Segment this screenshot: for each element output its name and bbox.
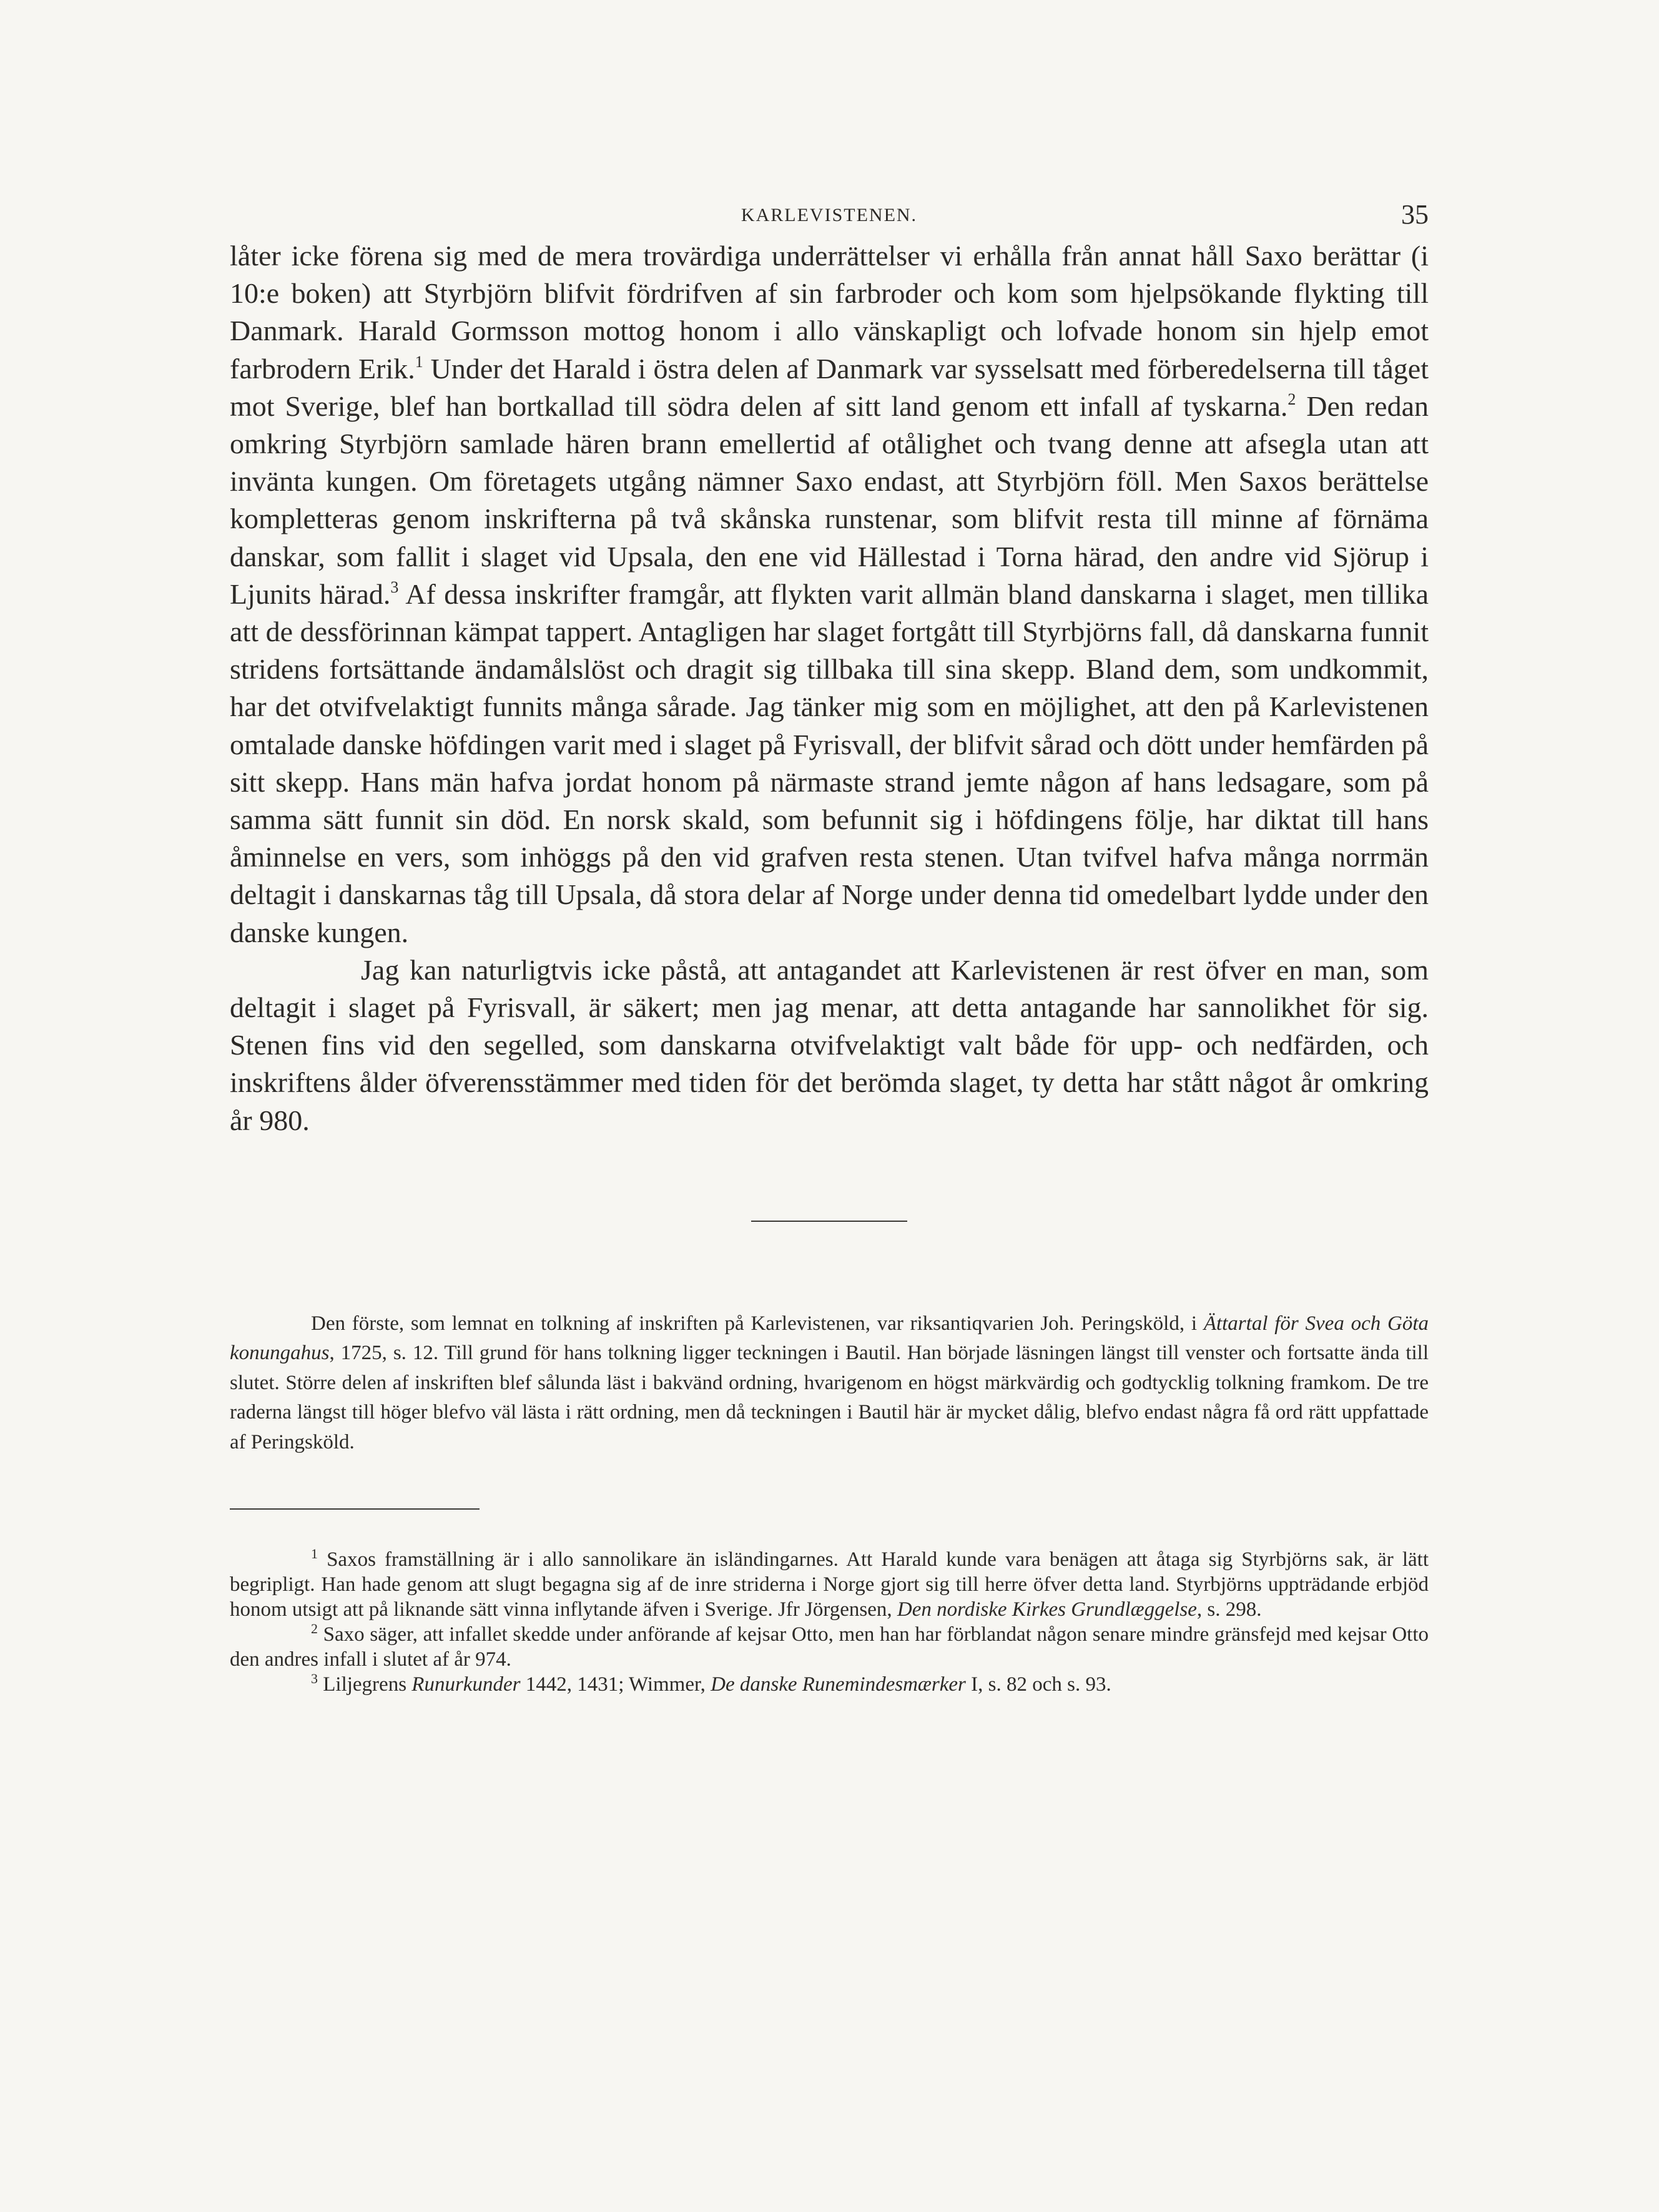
footnote-ref-3: 3	[390, 578, 399, 596]
text-run: Af dessa inskrifter framgår, att flykten varit allmän bland danskarna i slaget, men tillika att de dessförinnan kämpat tappert. Antagligen har slaget fortgått till Styrbjörns fall, då danskarna funnit stridens fortsättande ändamålslöst och dragit sig tillbaka till sina skepp. Bland dem, som undkommit, har det otvifvelaktigt funnits många sårade. Jag tänker mig som en möjlighet, att den på Karlevistenen omtalade danske höfdingen varit med i slaget på Fyrisvall, der blifvit sårad och dött under hemfärden på sitt skepp. Hans män hafva jordat honom på närmaste strand jemte någon af hans ledsagare, som på samma sätt funnit sin död. En norsk skald, som befunnit sig i höfdingens följe, har diktat till hans åminnelse en vers, som inhöggs på den vid grafven resta stenen. Utan tvifvel hafva många norrmän deltagit i danskarnas tåg till Upsala, då stora delar af Norge under denna tid omedelbart lydde under den danske kungen.	[230, 578, 1429, 948]
footnote-marker: 2	[311, 1621, 318, 1637]
text-run: Liljegrens	[318, 1673, 412, 1696]
text-run: Jag kan naturligtvis icke påstå, att antagandet att Karlevistenen är rest öfver en man, som deltagit i slaget på Fyrisvall, är säkert; men jag menar, att detta antagande har sannolikhet för sig. Stenen fins vid den segelled, som danskarna otvifvelaktigt valt både för upp- och nedfärden, och inskriftens ålder öfverensstämmer med tiden för det berömda slaget, ty detta har stått något år omkring år 980.	[230, 953, 1429, 1136]
footnote-ref-2: 2	[1287, 390, 1296, 408]
editorial-note	[230, 1309, 1429, 1458]
book-title: Runurkunder	[411, 1673, 521, 1696]
text-run: Saxos framställning är i allo sannolikare än isländingarnes. Att Harald kunde vara benägen att åtaga sig Styrbjörns sak, är lätt begripligt. Han hade genom att slugt begagna sig af de inre striderna i Norge gjort sig till herre öfver detta land. Styrbjörns uppträdande erbjöd honom utsigt att på liknande sätt vinna inflytande äfven i Sverige. Jfr Jörgensen,	[230, 1548, 1429, 1621]
section-divider	[751, 1221, 907, 1222]
footnote-marker: 3	[311, 1671, 318, 1687]
footnote-divider	[230, 1508, 480, 1510]
running-head: KARLEVISTENEN.	[741, 205, 918, 225]
text-run: låter icke förena sig med de mera trovärdiga underrättelser vi erhålla från annat håll Saxo berättar (i 10:e boken) att Styrbjörn blifvit fördrifven af sin farbroder och kom som hjelpsökande flykting till Danmark. Harald Gormsson mottog honom i allo vänskapligt och lofvade honom sin hjelp emot farbrodern Erik.	[230, 240, 1429, 385]
footnote-1	[230, 1547, 1429, 1622]
book-title: Den nordiske Kirkes Grundlæggelse	[897, 1598, 1197, 1621]
page	[230, 187, 1429, 1697]
footnote-2	[230, 1622, 1429, 1672]
text-run: Saxo säger, att infallet skedde under anförande af kejsar Otto, men han har förblandat någon senare mindre gränsfejd med kejsar Otto den andres infall i slutet af år 974.	[230, 1623, 1429, 1671]
book-title: Ättartal för Svea och Göta konungahus	[230, 1312, 1429, 1365]
page-header	[230, 187, 1429, 237]
paragraph-1	[230, 237, 1429, 951]
footnotes	[230, 1547, 1429, 1697]
text-run: Den redan omkring Styrbjörn samlade hären brann emellertid af otålighet och tvang denne att afsegla utan att invänta kungen. Om företagets utgång nämner Saxo endast, att Styrbjörn föll. Men Saxos berättelse kompletteras genom inskrifterna på två skånska runstenar, som blifvit resta till minne af förnäma danskar, som fallit i slaget vid Upsala, den ene vid Hällestad i Torna härad, den andre vid Sjörup i Ljunits härad.	[230, 390, 1429, 610]
body-text	[230, 237, 1429, 1139]
text-run: , s. 298.	[1196, 1598, 1262, 1621]
footnote-3	[230, 1672, 1429, 1697]
text-run: 1442, 1431; Wimmer,	[520, 1673, 711, 1696]
book-title: De danske Runemindesmærker	[711, 1673, 966, 1696]
footnote-ref-1: 1	[415, 352, 423, 371]
page-number: 35	[1401, 199, 1429, 230]
footnote-marker: 1	[311, 1546, 318, 1562]
paragraph-2	[230, 951, 1429, 1139]
text-run: Under det Harald i östra delen af Danmark var sysselsatt med förberedelserna till tåget mot Sverige, blef han bortkallad till södra delen af sitt land genom ett infall af tyskarna.	[230, 352, 1429, 422]
text-run: , 1725, s. 12. Till grund för hans tolkning ligger teckningen i Bautil. Han började läsningen längst till venster och fortsatte ända till slutet. Större delen af inskriften blef sålunda läst i bakvänd ordning, hvarigenom en högst märkvärdig och godtycklig tolkning framkom. De tre raderna längst till höger blefvo väl lästa i rätt ordning, men då teckningen i Bautil här är mycket dålig, blefvo endast några få ord rätt uppfattade af Peringsköld.	[230, 1342, 1429, 1453]
text-run: Den förste, som lemnat en tolkning af inskriften på Karlevistenen, var riksantiqvarien Joh. Peringsköld, i	[311, 1312, 1204, 1335]
text-run: I, s. 82 och s. 93.	[965, 1673, 1111, 1696]
